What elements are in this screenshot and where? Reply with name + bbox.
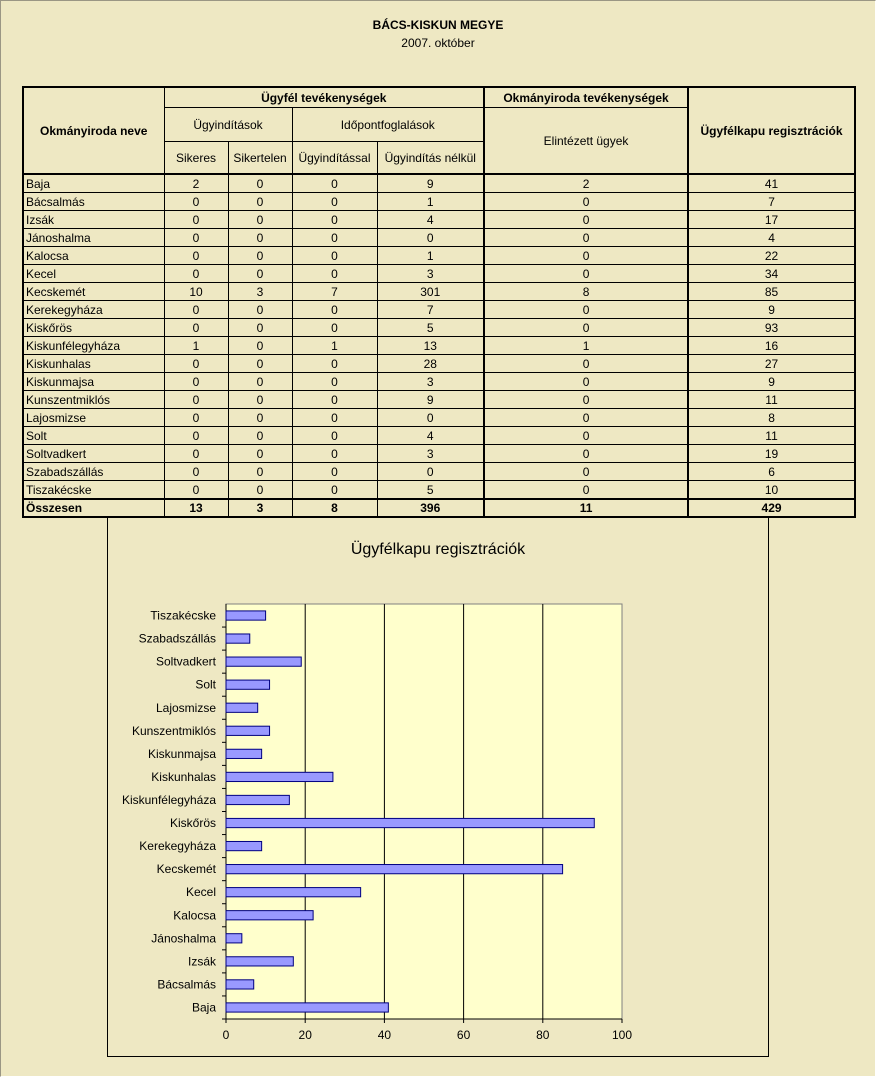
with-initiation-cell: 0 (292, 445, 377, 463)
unsuccessful-cell: 0 (228, 319, 292, 337)
successful-cell: 10 (164, 283, 228, 301)
with-initiation-cell: 0 (292, 463, 377, 481)
with-initiation-cell: 0 (292, 319, 377, 337)
unsuccessful-cell: 0 (228, 211, 292, 229)
unsuccessful-cell: 0 (228, 391, 292, 409)
without-initiation-cell: 7 (377, 301, 484, 319)
table-row (23, 373, 855, 391)
office-name-cell: Kiskunhalas (23, 355, 164, 373)
header-successful: Sikeres (164, 142, 228, 175)
unsuccessful-cell: 0 (228, 265, 292, 283)
unsuccessful-cell: 3 (228, 499, 292, 517)
header-office-activities: Okmányiroda tevékenységek (484, 87, 688, 108)
successful-cell: 0 (164, 265, 228, 283)
registrations-cell: 19 (688, 445, 855, 463)
handled-cases-cell: 1 (484, 337, 688, 355)
category-label: Solt (195, 677, 216, 692)
with-initiation-cell: 0 (292, 193, 377, 211)
office-name-cell: Kecskemét (23, 283, 164, 301)
table-row (23, 247, 855, 265)
with-initiation-cell: 0 (292, 373, 377, 391)
header-registrations: Ügyfélkapu regisztrációk (688, 87, 855, 174)
handled-cases-cell: 11 (484, 499, 688, 517)
category-label: Soltvadkert (155, 654, 216, 669)
handled-cases-cell: 0 (484, 265, 688, 283)
category-label: Tiszakécske (150, 608, 216, 623)
successful-cell: 0 (164, 211, 228, 229)
office-name-cell: Jánoshalma (23, 229, 164, 247)
with-initiation-cell: 8 (292, 499, 377, 517)
successful-cell: 13 (164, 499, 228, 517)
registrations-cell: 8 (688, 409, 855, 427)
table-row (23, 265, 855, 283)
registrations-cell: 16 (688, 337, 855, 355)
bar (226, 865, 563, 874)
header-client-activities: Ügyfél tevékenységek (164, 87, 484, 108)
office-name-cell: Kiskunfélegyháza (23, 337, 164, 355)
unsuccessful-cell: 0 (228, 481, 292, 500)
bar (226, 1003, 388, 1012)
with-initiation-cell: 0 (292, 229, 377, 247)
header-appointments: Időpontfoglalások (292, 108, 484, 142)
handled-cases-cell: 0 (484, 427, 688, 445)
handled-cases-cell: 0 (484, 211, 688, 229)
unsuccessful-cell: 0 (228, 193, 292, 211)
table-row (23, 301, 855, 319)
office-name-cell: Soltvadkert (23, 445, 164, 463)
x-tick-label: 80 (536, 1028, 550, 1042)
handled-cases-cell: 0 (484, 229, 688, 247)
bar (226, 934, 242, 943)
without-initiation-cell: 3 (377, 265, 484, 283)
bar (226, 795, 289, 804)
header-office-name: Okmányiroda neve (23, 87, 164, 174)
successful-cell: 0 (164, 481, 228, 500)
table-row (23, 319, 855, 337)
without-initiation-cell: 1 (377, 193, 484, 211)
without-initiation-cell: 3 (377, 445, 484, 463)
registrations-cell: 429 (688, 499, 855, 517)
handled-cases-cell: 0 (484, 247, 688, 265)
without-initiation-cell: 4 (377, 211, 484, 229)
bar (226, 703, 258, 712)
without-initiation-cell: 0 (377, 463, 484, 481)
office-name-cell: Bácsalmás (23, 193, 164, 211)
table-row (23, 174, 855, 193)
handled-cases-cell: 0 (484, 301, 688, 319)
table-row (23, 283, 855, 301)
without-initiation-cell: 1 (377, 247, 484, 265)
handled-cases-cell: 0 (484, 409, 688, 427)
registrations-cell: 4 (688, 229, 855, 247)
table-row (23, 229, 855, 247)
unsuccessful-cell: 0 (228, 229, 292, 247)
category-label: Kiskunfélegyháza (121, 792, 216, 807)
office-name-cell: Kiskőrös (23, 319, 164, 337)
office-name-cell: Kalocsa (23, 247, 164, 265)
bar (226, 841, 262, 850)
registrations-cell: 10 (688, 481, 855, 500)
registrations-cell: 9 (688, 373, 855, 391)
handled-cases-cell: 0 (484, 463, 688, 481)
handled-cases-cell: 0 (484, 193, 688, 211)
without-initiation-cell: 4 (377, 427, 484, 445)
successful-cell: 0 (164, 391, 228, 409)
unsuccessful-cell: 0 (228, 427, 292, 445)
office-name-cell: Összesen (23, 499, 164, 517)
header-without-initiation: Ügyindítás nélkül (377, 142, 484, 175)
with-initiation-cell: 0 (292, 427, 377, 445)
without-initiation-cell: 0 (377, 409, 484, 427)
category-label: Lajosmizse (155, 700, 216, 715)
total-row (23, 499, 855, 517)
successful-cell: 0 (164, 229, 228, 247)
bar (226, 888, 361, 897)
category-label: Kiskunmajsa (147, 746, 216, 761)
table-row (23, 337, 855, 355)
registrations-cell: 27 (688, 355, 855, 373)
category-label: Baja (191, 1000, 216, 1015)
statistics-table (22, 86, 856, 518)
x-tick-label: 60 (456, 1028, 471, 1042)
registrations-cell: 6 (688, 463, 855, 481)
category-label: Kiskunhalas (151, 769, 216, 784)
bar (226, 657, 301, 666)
with-initiation-cell: 0 (292, 409, 377, 427)
unsuccessful-cell: 0 (228, 301, 292, 319)
successful-cell: 0 (164, 193, 228, 211)
bar (226, 911, 313, 920)
unsuccessful-cell: 0 (228, 174, 292, 193)
x-tick-label: 20 (298, 1028, 312, 1042)
table-row (23, 427, 855, 445)
without-initiation-cell: 396 (377, 499, 484, 517)
table-row (23, 409, 855, 427)
table-row (23, 481, 855, 500)
office-name-cell: Kecel (23, 265, 164, 283)
bar (226, 611, 266, 620)
handled-cases-cell: 8 (484, 283, 688, 301)
category-label: Kunszentmiklós (131, 723, 216, 738)
office-name-cell: Kiskunmajsa (23, 373, 164, 391)
with-initiation-cell: 0 (292, 211, 377, 229)
registrations-cell: 22 (688, 247, 855, 265)
bar (226, 634, 250, 643)
registrations-cell: 17 (688, 211, 855, 229)
registrations-cell: 9 (688, 301, 855, 319)
table-row (23, 391, 855, 409)
with-initiation-cell: 0 (292, 355, 377, 373)
registrations-cell: 34 (688, 265, 855, 283)
office-name-cell: Baja (23, 174, 164, 193)
handled-cases-cell: 0 (484, 391, 688, 409)
successful-cell: 0 (164, 445, 228, 463)
with-initiation-cell: 7 (292, 283, 377, 301)
registrations-cell: 7 (688, 193, 855, 211)
successful-cell: 0 (164, 319, 228, 337)
category-label: Kecel (185, 885, 216, 900)
handled-cases-cell: 0 (484, 355, 688, 373)
unsuccessful-cell: 0 (228, 445, 292, 463)
handled-cases-cell: 0 (484, 319, 688, 337)
bar (226, 980, 254, 989)
with-initiation-cell: 1 (292, 337, 377, 355)
with-initiation-cell: 0 (292, 265, 377, 283)
unsuccessful-cell: 3 (228, 283, 292, 301)
successful-cell: 0 (164, 355, 228, 373)
handled-cases-cell: 0 (484, 445, 688, 463)
header-with-initiation: Ügyindítással (292, 142, 377, 175)
x-tick-label: 0 (222, 1028, 230, 1042)
registrations-cell: 93 (688, 319, 855, 337)
category-label: Kerekegyháza (139, 839, 216, 854)
bar (226, 818, 594, 827)
chart-svg (108, 518, 768, 1056)
without-initiation-cell: 5 (377, 481, 484, 500)
office-name-cell: Izsák (23, 211, 164, 229)
unsuccessful-cell: 0 (228, 373, 292, 391)
category-label: Kalocsa (173, 908, 216, 923)
with-initiation-cell: 0 (292, 247, 377, 265)
registrations-chart (107, 517, 769, 1057)
registrations-cell: 41 (688, 174, 855, 193)
bar (226, 957, 293, 966)
office-name-cell: Kerekegyháza (23, 301, 164, 319)
office-name-cell: Szabadszállás (23, 463, 164, 481)
table-row (23, 463, 855, 481)
header-case-initiations: Ügyindítások (164, 108, 292, 142)
category-label: Kecskemét (156, 862, 216, 877)
unsuccessful-cell: 0 (228, 247, 292, 265)
without-initiation-cell: 13 (377, 337, 484, 355)
without-initiation-cell: 3 (377, 373, 484, 391)
bar (226, 772, 333, 781)
category-label: Izsák (187, 954, 216, 969)
header-unsuccessful: Sikertelen (228, 142, 292, 175)
handled-cases-cell: 2 (484, 174, 688, 193)
table-row (23, 355, 855, 373)
without-initiation-cell: 5 (377, 319, 484, 337)
handled-cases-cell: 0 (484, 481, 688, 500)
category-label: Jánoshalma (151, 931, 216, 946)
successful-cell: 0 (164, 427, 228, 445)
bar (226, 726, 270, 735)
without-initiation-cell: 301 (377, 283, 484, 301)
with-initiation-cell: 0 (292, 174, 377, 193)
without-initiation-cell: 28 (377, 355, 484, 373)
with-initiation-cell: 0 (292, 481, 377, 500)
successful-cell: 0 (164, 373, 228, 391)
table-row (23, 445, 855, 463)
table-row (23, 211, 855, 229)
successful-cell: 2 (164, 174, 228, 193)
chart-title: Ügyfélkapu regisztrációk (350, 541, 526, 558)
unsuccessful-cell: 0 (228, 355, 292, 373)
report-title: BÁCS-KISKUN MEGYE (372, 18, 504, 32)
office-name-cell: Solt (23, 427, 164, 445)
category-label: Bácsalmás (157, 977, 216, 992)
report-subtitle: 2007. október (401, 36, 475, 50)
unsuccessful-cell: 0 (228, 409, 292, 427)
table-row (23, 193, 855, 211)
bar (226, 749, 262, 758)
office-name-cell: Tiszakécske (23, 481, 164, 500)
registrations-cell: 11 (688, 427, 855, 445)
header-handled-cases: Elintézett ügyek (484, 108, 688, 175)
x-tick-label: 100 (611, 1028, 633, 1042)
successful-cell: 1 (164, 337, 228, 355)
successful-cell: 0 (164, 409, 228, 427)
bar (226, 680, 270, 689)
unsuccessful-cell: 0 (228, 463, 292, 481)
office-name-cell: Kunszentmiklós (23, 391, 164, 409)
successful-cell: 0 (164, 463, 228, 481)
with-initiation-cell: 0 (292, 391, 377, 409)
unsuccessful-cell: 0 (228, 337, 292, 355)
without-initiation-cell: 9 (377, 391, 484, 409)
x-tick-label: 40 (377, 1028, 392, 1042)
without-initiation-cell: 0 (377, 229, 484, 247)
without-initiation-cell: 9 (377, 174, 484, 193)
successful-cell: 0 (164, 301, 228, 319)
registrations-cell: 11 (688, 391, 855, 409)
category-label: Kiskőrös (169, 816, 216, 831)
handled-cases-cell: 0 (484, 373, 688, 391)
with-initiation-cell: 0 (292, 301, 377, 319)
registrations-cell: 85 (688, 283, 855, 301)
successful-cell: 0 (164, 247, 228, 265)
category-label: Szabadszállás (138, 631, 216, 646)
office-name-cell: Lajosmizse (23, 409, 164, 427)
